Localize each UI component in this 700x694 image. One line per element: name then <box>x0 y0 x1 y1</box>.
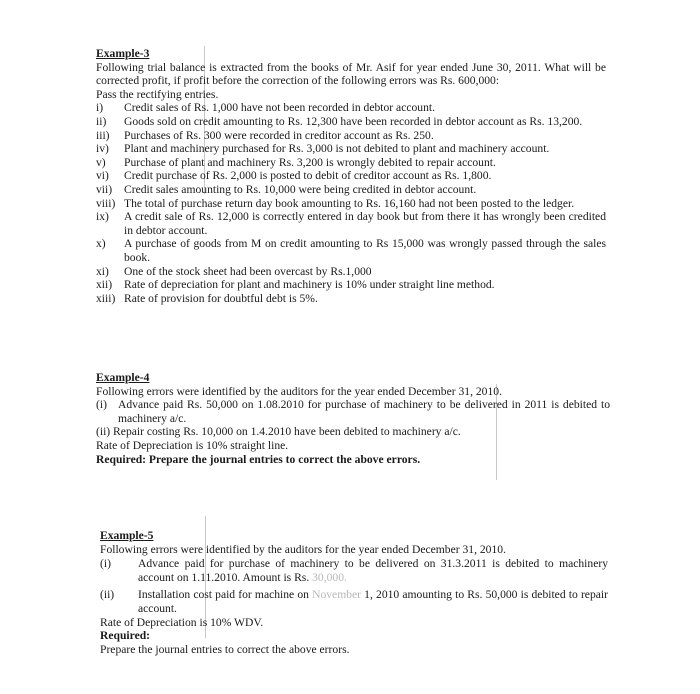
item-number: iii) <box>96 128 110 142</box>
list-item <box>96 129 606 143</box>
list-item <box>100 557 608 584</box>
item-number: (i) <box>96 398 107 412</box>
example-5-section <box>100 529 608 656</box>
item-number: ix) <box>96 210 109 224</box>
item-number: xii) <box>96 278 113 292</box>
example-5-required-label: Required: <box>100 629 151 643</box>
item-text: Plant and machinery purchased for Rs. 3,000 is not debited to plant and machinery account. <box>124 142 550 156</box>
list-item <box>96 169 606 183</box>
example-3-instruction: Pass the rectifying entries. <box>96 87 219 101</box>
item-text: Credit sales amounting to Rs. 10,000 were being credited in debtor account. <box>124 182 477 196</box>
item-text: Goods sold on credit amounting to Rs. 12,300 have been recorded in debtor account as Rs. 13,200. <box>124 114 583 128</box>
item-text-part: 1, 2010 amounting to Rs. 50,000 is debited to repair account. <box>138 588 608 615</box>
example-5-required-text: Prepare the journal entries to correct the above errors. <box>100 642 350 656</box>
item-number: (ii) <box>100 588 115 602</box>
item-number: viii) <box>96 196 116 210</box>
item-text <box>138 557 608 584</box>
example-5-title: Example-5 <box>100 529 154 542</box>
item-number: x) <box>96 237 106 251</box>
example-5-intro: Following errors were identified by the auditors for the year ended December 31, 2010. <box>100 542 506 556</box>
item-text: Credit purchase of Rs. 2,000 is posted to debit of creditor account as Rs. 1,800. <box>124 169 492 183</box>
faded-amount: 30,000. <box>312 570 347 584</box>
item-number: vii) <box>96 182 113 196</box>
list-item <box>100 588 608 615</box>
example-4-title: Example-4 <box>96 371 150 384</box>
item-text: Advance paid Rs. 50,000 on 1.08.2010 for purchase of machinery to be delivered in 2011 is debited to machinery a/c. <box>118 398 610 425</box>
example-4-item-2: (ii) Repair costing Rs. 10,000 on 1.4.2010 have been debited to machinery a/c. <box>96 425 461 439</box>
item-number: i) <box>96 101 104 115</box>
item-number: xi) <box>96 264 109 278</box>
list-item <box>96 398 610 425</box>
example-3-intro: Following trial balance is extracted from the books of Mr. Asif for year ended June 30, 2011. What will be corrected profit, if profit before the correction of the following errors was Rs. 600,000: <box>96 60 606 88</box>
example-4-section <box>96 371 610 466</box>
list-item <box>96 265 606 279</box>
item-text: Purchase of plant and machinery Rs. 3,200 is wrongly debited to repair account. <box>124 155 496 169</box>
item-text: One of the stock sheet had been overcast by Rs.1,000 <box>124 264 372 278</box>
example-3-section <box>96 47 606 305</box>
example-3-list <box>96 101 606 305</box>
list-item <box>96 292 606 306</box>
example-4-intro: Following errors were identified by the auditors for the year ended December 31, 2010. <box>96 384 502 398</box>
list-item <box>96 101 606 115</box>
item-number: xiii) <box>96 291 116 305</box>
item-number: vi) <box>96 169 109 183</box>
item-text: Purchases of Rs. 300 were recorded in creditor account as Rs. 250. <box>124 128 434 142</box>
item-text <box>138 588 608 615</box>
example-4-rate: Rate of Depreciation is 10% straight line. <box>96 438 289 452</box>
item-text: A credit sale of Rs. 12,000 is correctly entered in day book but from there it has wrongly been credited in debtor account. <box>124 210 606 237</box>
example-5-rate: Rate of Depreciation is 10% WDV. <box>100 615 264 629</box>
list-item <box>96 210 606 237</box>
list-item <box>96 237 606 264</box>
faded-month: November <box>312 588 362 602</box>
list-item <box>96 278 606 292</box>
item-text-part: Advance paid for purchase of machinery to be delivered on 31.3.2011 is debited to machinery account on 1.11.2010. Amount is Rs. <box>138 557 608 584</box>
example-4-required: Required: Prepare the journal entries to correct the above errors. <box>96 452 421 466</box>
list-item <box>96 197 606 211</box>
example-3-title: Example-3 <box>96 47 150 60</box>
item-number: ii) <box>96 114 107 128</box>
item-text-part: Installation cost paid for machine on <box>138 588 313 602</box>
item-number: iv) <box>96 142 109 156</box>
item-text: Rate of provision for doubtful debt is 5%. <box>124 291 318 305</box>
item-text: Rate of depreciation for plant and machinery is 10% under straight line method. <box>124 278 495 292</box>
item-text: The total of purchase return day book amounting to Rs. 16,160 had not been posted to the ledger. <box>124 196 575 210</box>
item-text: A purchase of goods from M on credit amounting to Rs 15,000 was wrongly passed through the sales book. <box>124 237 606 264</box>
item-text: Credit sales of Rs. 1,000 have not been recorded in debtor account. <box>124 101 436 115</box>
list-item <box>96 156 606 170</box>
list-item <box>96 115 606 129</box>
item-number: v) <box>96 155 106 169</box>
item-number: (i) <box>100 557 111 571</box>
list-item <box>96 183 606 197</box>
list-item <box>96 142 606 156</box>
